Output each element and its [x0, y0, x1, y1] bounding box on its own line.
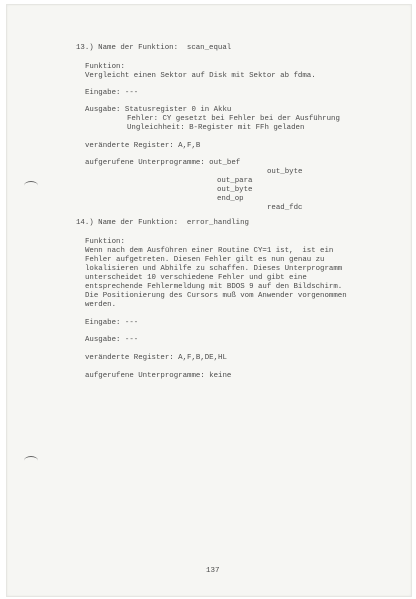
- section-13-tree-out-para: out_para: [217, 177, 253, 185]
- section-13-eingabe: Eingabe: ---: [85, 89, 139, 97]
- section-14-eingabe: Eingabe: ---: [85, 319, 139, 327]
- section-14-funktion-line-6: Die Positionierung des Cursors muß vom Anwender vorgenommen: [85, 292, 347, 300]
- binder-hole-mark-top: [24, 181, 38, 190]
- section-13-ausgabe-fehler: Fehler: CY gesetzt bei Fehler bei der Ausführung: [127, 115, 340, 123]
- document-page: [6, 4, 412, 597]
- section-13-register: veränderte Register: A,F,B: [85, 142, 201, 150]
- section-13-ausgabe: Ausgabe: Statusregister 0 in Akku: [85, 106, 232, 114]
- section-13-tree-out-byte: out_byte: [267, 168, 303, 176]
- binder-hole-mark-bottom: [24, 456, 38, 465]
- section-14-unterprogramme: aufgerufene Unterprogramme: keine: [85, 372, 232, 380]
- section-14-register: veränderte Register: A,F,B,DE,HL: [85, 354, 227, 362]
- section-14-funktion-line-4: unterscheidet 10 verschiedene Fehler und gibt eine: [85, 274, 307, 282]
- page-number: 137: [206, 567, 220, 575]
- section-13-unterprogramme: aufgerufene Unterprogramme: out_bef: [85, 159, 241, 167]
- section-14-funktion-line-1: Wenn nach dem Ausführen einer Routine CY=1 ist, ist ein: [85, 247, 334, 255]
- section-14-funktion-line-2: Fehler aufgetreten. Diesen Fehler gilt es nun genau zu: [85, 256, 325, 264]
- section-14-funktion-line-7: werden.: [85, 301, 117, 309]
- section-13-funktion-label: Funktion:: [85, 63, 125, 71]
- section-14-funktion-label: Funktion:: [85, 238, 125, 246]
- section-13-tree-out-byte-2: out_byte: [217, 186, 253, 194]
- section-13-tree-read-fdc: read_fdc: [267, 204, 303, 212]
- section-13-ausgabe-ungleichheit: Ungleichheit: B-Register mit FFh geladen: [127, 124, 305, 132]
- section-14-heading: 14.) Name der Funktion: error_handling: [76, 219, 249, 227]
- section-14-ausgabe: Ausgabe: ---: [85, 336, 139, 344]
- section-13-tree-end-op: end_op: [217, 195, 244, 203]
- section-13-funktion-text: Vergleicht einen Sektor auf Disk mit Sektor ab fdma.: [85, 72, 316, 80]
- section-13-heading: 13.) Name der Funktion: scan_equal: [76, 44, 232, 52]
- section-14-funktion-line-3: lokalisieren und Abhilfe zu schaffen. Dieses Unterprogramm: [85, 265, 343, 273]
- section-14-funktion-line-5: entsprechende Fehlermeldung mit BDOS 9 auf den Bildschirm.: [85, 283, 343, 291]
